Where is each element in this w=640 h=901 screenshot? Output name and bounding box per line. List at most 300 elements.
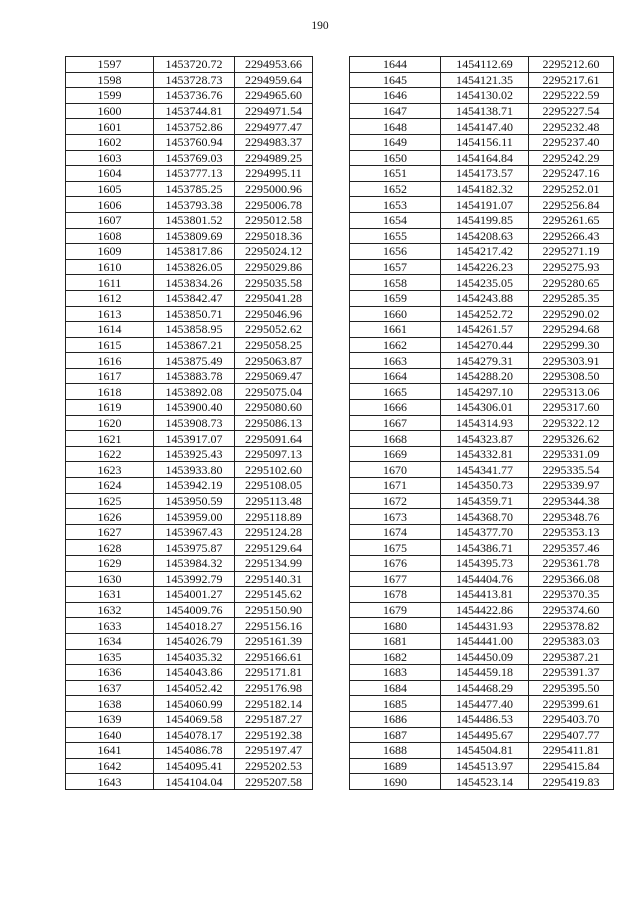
point-number-cell: 1651 [350, 166, 441, 182]
table-row [350, 462, 614, 478]
table-row [350, 400, 614, 416]
table-row [350, 181, 614, 197]
x-coordinate-cell: 1454513.97 [441, 758, 529, 774]
x-coordinate-cell: 1454208.63 [441, 228, 529, 244]
x-coordinate-cell: 1454052.42 [154, 680, 235, 696]
table-row [66, 337, 313, 353]
x-coordinate-cell: 1453892.08 [154, 384, 235, 400]
table-row [66, 758, 313, 774]
point-number-cell: 1643 [66, 774, 154, 790]
x-coordinate-cell: 1453900.40 [154, 400, 235, 416]
table-row [350, 306, 614, 322]
table-row [350, 540, 614, 556]
point-number-cell: 1661 [350, 322, 441, 338]
table-row [350, 119, 614, 135]
table-row [66, 197, 313, 213]
table-row [350, 524, 614, 540]
x-coordinate-cell: 1454199.85 [441, 212, 529, 228]
y-coordinate-cell: 2295313.06 [529, 384, 614, 400]
y-coordinate-cell: 2295058.25 [235, 337, 313, 353]
point-number-cell: 1622 [66, 446, 154, 462]
x-coordinate-cell: 1453942.19 [154, 478, 235, 494]
x-coordinate-cell: 1453933.80 [154, 462, 235, 478]
x-coordinate-cell: 1454060.99 [154, 696, 235, 712]
table-row [350, 134, 614, 150]
point-number-cell: 1688 [350, 743, 441, 759]
page-number: 190 [311, 20, 329, 32]
point-number-cell: 1633 [66, 618, 154, 634]
x-coordinate-cell: 1453817.86 [154, 244, 235, 260]
x-coordinate-cell: 1453793.38 [154, 197, 235, 213]
table-row [66, 88, 313, 104]
point-number-cell: 1630 [66, 571, 154, 587]
point-number-cell: 1616 [66, 353, 154, 369]
y-coordinate-cell: 2295407.77 [529, 727, 614, 743]
y-coordinate-cell: 2295280.65 [529, 275, 614, 291]
x-coordinate-cell: 1454314.93 [441, 415, 529, 431]
point-number-cell: 1632 [66, 602, 154, 618]
point-number-cell: 1614 [66, 322, 154, 338]
y-coordinate-cell: 2295024.12 [235, 244, 313, 260]
point-number-cell: 1611 [66, 275, 154, 291]
y-coordinate-cell: 2295222.59 [529, 88, 614, 104]
table-row [350, 368, 614, 384]
table-row [350, 353, 614, 369]
point-number-cell: 1644 [350, 57, 441, 73]
y-coordinate-cell: 2295322.12 [529, 415, 614, 431]
y-coordinate-cell: 2295344.38 [529, 493, 614, 509]
point-number-cell: 1690 [350, 774, 441, 790]
point-number-cell: 1605 [66, 181, 154, 197]
table-row [350, 571, 614, 587]
point-number-cell: 1658 [350, 275, 441, 291]
table-row [66, 384, 313, 400]
y-coordinate-cell: 2295294.68 [529, 322, 614, 338]
table-row [350, 57, 614, 73]
y-coordinate-cell: 2295097.13 [235, 446, 313, 462]
point-number-cell: 1597 [66, 57, 154, 73]
x-coordinate-cell: 1454217.42 [441, 244, 529, 260]
x-coordinate-cell: 1453992.79 [154, 571, 235, 587]
y-coordinate-cell: 2295129.64 [235, 540, 313, 556]
y-coordinate-cell: 2295391.37 [529, 665, 614, 681]
point-number-cell: 1645 [350, 72, 441, 88]
table-row [66, 696, 313, 712]
y-coordinate-cell: 2295317.60 [529, 400, 614, 416]
table-row [66, 446, 313, 462]
table-row [66, 493, 313, 509]
x-coordinate-cell: 1454018.27 [154, 618, 235, 634]
x-coordinate-cell: 1454112.69 [441, 57, 529, 73]
table-row [350, 680, 614, 696]
table-row [350, 602, 614, 618]
table-row [66, 509, 313, 525]
point-number-cell: 1617 [66, 368, 154, 384]
y-coordinate-cell: 2295299.30 [529, 337, 614, 353]
y-coordinate-cell: 2294965.60 [235, 88, 313, 104]
table-row [350, 618, 614, 634]
point-number-cell: 1680 [350, 618, 441, 634]
x-coordinate-cell: 1453760.94 [154, 134, 235, 150]
y-coordinate-cell: 2295052.62 [235, 322, 313, 338]
point-number-cell: 1609 [66, 244, 154, 260]
x-coordinate-cell: 1454523.14 [441, 774, 529, 790]
y-coordinate-cell: 2295378.82 [529, 618, 614, 634]
y-coordinate-cell: 2295202.53 [235, 758, 313, 774]
y-coordinate-cell: 2295415.84 [529, 758, 614, 774]
table-row [66, 571, 313, 587]
table-row [66, 166, 313, 182]
table-row [66, 618, 313, 634]
point-number-cell: 1604 [66, 166, 154, 182]
y-coordinate-cell: 2295176.98 [235, 680, 313, 696]
point-number-cell: 1687 [350, 727, 441, 743]
x-coordinate-cell: 1454095.41 [154, 758, 235, 774]
y-coordinate-cell: 2295237.40 [529, 134, 614, 150]
y-coordinate-cell: 2295150.90 [235, 602, 313, 618]
table-row [66, 353, 313, 369]
table-row [66, 524, 313, 540]
point-number-cell: 1657 [350, 259, 441, 275]
table-row [350, 88, 614, 104]
table-row [66, 415, 313, 431]
table-row [350, 228, 614, 244]
table-row [66, 290, 313, 306]
table-row [350, 587, 614, 603]
y-coordinate-cell: 2295118.89 [235, 509, 313, 525]
table-row [66, 322, 313, 338]
x-coordinate-cell: 1454164.84 [441, 150, 529, 166]
y-coordinate-cell: 2295108.05 [235, 478, 313, 494]
point-number-cell: 1647 [350, 103, 441, 119]
point-number-cell: 1642 [66, 758, 154, 774]
x-coordinate-cell: 1453809.69 [154, 228, 235, 244]
y-coordinate-cell: 2295285.35 [529, 290, 614, 306]
point-number-cell: 1684 [350, 680, 441, 696]
y-coordinate-cell: 2295353.13 [529, 524, 614, 540]
x-coordinate-cell: 1454261.57 [441, 322, 529, 338]
x-coordinate-cell: 1453834.26 [154, 275, 235, 291]
point-number-cell: 1623 [66, 462, 154, 478]
x-coordinate-cell: 1453752.86 [154, 119, 235, 135]
point-number-cell: 1650 [350, 150, 441, 166]
table-row [66, 633, 313, 649]
point-number-cell: 1678 [350, 587, 441, 603]
x-coordinate-cell: 1454182.32 [441, 181, 529, 197]
y-coordinate-cell: 2295035.58 [235, 275, 313, 291]
point-number-cell: 1683 [350, 665, 441, 681]
x-coordinate-cell: 1453842.47 [154, 290, 235, 306]
point-number-cell: 1638 [66, 696, 154, 712]
x-coordinate-cell: 1454235.05 [441, 275, 529, 291]
point-number-cell: 1648 [350, 119, 441, 135]
table-row [350, 711, 614, 727]
point-number-cell: 1674 [350, 524, 441, 540]
x-coordinate-cell: 1454413.81 [441, 587, 529, 603]
y-coordinate-cell: 2295069.47 [235, 368, 313, 384]
x-coordinate-cell: 1454147.40 [441, 119, 529, 135]
y-coordinate-cell: 2294977.47 [235, 119, 313, 135]
point-number-cell: 1664 [350, 368, 441, 384]
x-coordinate-cell: 1454504.81 [441, 743, 529, 759]
x-coordinate-cell: 1453975.87 [154, 540, 235, 556]
table-row [350, 493, 614, 509]
point-number-cell: 1668 [350, 431, 441, 447]
y-coordinate-cell: 2295399.61 [529, 696, 614, 712]
x-coordinate-cell: 1454138.71 [441, 103, 529, 119]
x-coordinate-cell: 1454495.67 [441, 727, 529, 743]
x-coordinate-cell: 1453736.76 [154, 88, 235, 104]
x-coordinate-cell: 1453959.00 [154, 509, 235, 525]
point-number-cell: 1624 [66, 478, 154, 494]
y-coordinate-cell: 2295182.14 [235, 696, 313, 712]
point-number-cell: 1610 [66, 259, 154, 275]
x-coordinate-cell: 1454350.73 [441, 478, 529, 494]
point-number-cell: 1660 [350, 306, 441, 322]
x-coordinate-cell: 1453720.72 [154, 57, 235, 73]
y-coordinate-cell: 2295348.76 [529, 509, 614, 525]
y-coordinate-cell: 2295006.78 [235, 197, 313, 213]
y-coordinate-cell: 2295261.65 [529, 212, 614, 228]
table-row [66, 727, 313, 743]
y-coordinate-cell: 2295102.60 [235, 462, 313, 478]
x-coordinate-cell: 1454359.71 [441, 493, 529, 509]
x-coordinate-cell: 1454130.02 [441, 88, 529, 104]
y-coordinate-cell: 2295256.84 [529, 197, 614, 213]
y-coordinate-cell: 2295091.64 [235, 431, 313, 447]
table-row [66, 212, 313, 228]
table-row [350, 337, 614, 353]
point-number-cell: 1613 [66, 306, 154, 322]
x-coordinate-cell: 1453908.73 [154, 415, 235, 431]
x-coordinate-cell: 1454323.87 [441, 431, 529, 447]
table-row [350, 197, 614, 213]
table-row [350, 150, 614, 166]
table-row [350, 665, 614, 681]
table-row [350, 275, 614, 291]
y-coordinate-cell: 2295361.78 [529, 556, 614, 572]
x-coordinate-cell: 1453984.32 [154, 556, 235, 572]
point-number-cell: 1608 [66, 228, 154, 244]
y-coordinate-cell: 2295041.28 [235, 290, 313, 306]
x-coordinate-cell: 1453785.25 [154, 181, 235, 197]
y-coordinate-cell: 2295387.21 [529, 649, 614, 665]
y-coordinate-cell: 2295156.16 [235, 618, 313, 634]
point-number-cell: 1686 [350, 711, 441, 727]
table-row [350, 166, 614, 182]
point-number-cell: 1676 [350, 556, 441, 572]
y-coordinate-cell: 2295145.62 [235, 587, 313, 603]
table-row [350, 72, 614, 88]
x-coordinate-cell: 1454297.10 [441, 384, 529, 400]
table-row [350, 446, 614, 462]
y-coordinate-cell: 2295271.19 [529, 244, 614, 260]
coordinates-table-left [65, 56, 313, 790]
x-coordinate-cell: 1454377.70 [441, 524, 529, 540]
point-number-cell: 1598 [66, 72, 154, 88]
y-coordinate-cell: 2294983.37 [235, 134, 313, 150]
y-coordinate-cell: 2295075.04 [235, 384, 313, 400]
y-coordinate-cell: 2295383.03 [529, 633, 614, 649]
y-coordinate-cell: 2295046.96 [235, 306, 313, 322]
point-number-cell: 1626 [66, 509, 154, 525]
point-number-cell: 1654 [350, 212, 441, 228]
table-row [66, 181, 313, 197]
x-coordinate-cell: 1454104.04 [154, 774, 235, 790]
point-number-cell: 1672 [350, 493, 441, 509]
table-row [66, 57, 313, 73]
table-row [350, 727, 614, 743]
x-coordinate-cell: 1454069.58 [154, 711, 235, 727]
table-row [66, 649, 313, 665]
x-coordinate-cell: 1453777.13 [154, 166, 235, 182]
x-coordinate-cell: 1453858.95 [154, 322, 235, 338]
y-coordinate-cell: 2295252.01 [529, 181, 614, 197]
y-coordinate-cell: 2295140.31 [235, 571, 313, 587]
table-row [66, 150, 313, 166]
table-row [66, 556, 313, 572]
coordinates-table-right-body [350, 57, 614, 790]
point-number-cell: 1671 [350, 478, 441, 494]
y-coordinate-cell: 2295232.48 [529, 119, 614, 135]
x-coordinate-cell: 1453801.52 [154, 212, 235, 228]
table-row [66, 743, 313, 759]
y-coordinate-cell: 2295326.62 [529, 431, 614, 447]
y-coordinate-cell: 2295395.50 [529, 680, 614, 696]
coordinates-table-left-body [66, 57, 313, 790]
y-coordinate-cell: 2295227.54 [529, 103, 614, 119]
point-number-cell: 1677 [350, 571, 441, 587]
table-row [350, 322, 614, 338]
y-coordinate-cell: 2295124.28 [235, 524, 313, 540]
table-row [66, 228, 313, 244]
point-number-cell: 1653 [350, 197, 441, 213]
table-row [350, 259, 614, 275]
point-number-cell: 1670 [350, 462, 441, 478]
table-row [66, 400, 313, 416]
point-number-cell: 1637 [66, 680, 154, 696]
x-coordinate-cell: 1454422.86 [441, 602, 529, 618]
point-number-cell: 1627 [66, 524, 154, 540]
table-row [66, 462, 313, 478]
point-number-cell: 1601 [66, 119, 154, 135]
y-coordinate-cell: 2295134.99 [235, 556, 313, 572]
x-coordinate-cell: 1454078.17 [154, 727, 235, 743]
table-row [350, 103, 614, 119]
x-coordinate-cell: 1454121.35 [441, 72, 529, 88]
x-coordinate-cell: 1453967.43 [154, 524, 235, 540]
table-row [350, 633, 614, 649]
point-number-cell: 1669 [350, 446, 441, 462]
point-number-cell: 1628 [66, 540, 154, 556]
point-number-cell: 1634 [66, 633, 154, 649]
y-coordinate-cell: 2295339.97 [529, 478, 614, 494]
point-number-cell: 1612 [66, 290, 154, 306]
y-coordinate-cell: 2295192.38 [235, 727, 313, 743]
y-coordinate-cell: 2295197.47 [235, 743, 313, 759]
table-row [66, 478, 313, 494]
table-row [350, 384, 614, 400]
x-coordinate-cell: 1454486.53 [441, 711, 529, 727]
y-coordinate-cell: 2295000.96 [235, 181, 313, 197]
table-row [350, 696, 614, 712]
x-coordinate-cell: 1453950.59 [154, 493, 235, 509]
table-row [66, 587, 313, 603]
point-number-cell: 1689 [350, 758, 441, 774]
table-row [66, 306, 313, 322]
y-coordinate-cell: 2295331.09 [529, 446, 614, 462]
table-row [350, 743, 614, 759]
table-row [66, 431, 313, 447]
table-row [66, 368, 313, 384]
y-coordinate-cell: 2295212.60 [529, 57, 614, 73]
table-row [66, 665, 313, 681]
x-coordinate-cell: 1454459.18 [441, 665, 529, 681]
coordinates-table-right [349, 56, 614, 790]
table-row [66, 774, 313, 790]
table-row [350, 758, 614, 774]
table-row [66, 711, 313, 727]
point-number-cell: 1618 [66, 384, 154, 400]
y-coordinate-cell: 2295171.81 [235, 665, 313, 681]
x-coordinate-cell: 1454173.57 [441, 166, 529, 182]
x-coordinate-cell: 1454306.01 [441, 400, 529, 416]
x-coordinate-cell: 1454252.72 [441, 306, 529, 322]
x-coordinate-cell: 1453744.81 [154, 103, 235, 119]
x-coordinate-cell: 1454243.88 [441, 290, 529, 306]
x-coordinate-cell: 1453850.71 [154, 306, 235, 322]
table-row [350, 478, 614, 494]
x-coordinate-cell: 1454191.07 [441, 197, 529, 213]
table-row [66, 134, 313, 150]
point-number-cell: 1600 [66, 103, 154, 119]
point-number-cell: 1666 [350, 400, 441, 416]
point-number-cell: 1640 [66, 727, 154, 743]
x-coordinate-cell: 1454341.77 [441, 462, 529, 478]
y-coordinate-cell: 2295217.61 [529, 72, 614, 88]
point-number-cell: 1659 [350, 290, 441, 306]
x-coordinate-cell: 1453826.05 [154, 259, 235, 275]
point-number-cell: 1663 [350, 353, 441, 369]
y-coordinate-cell: 2295029.86 [235, 259, 313, 275]
y-coordinate-cell: 2295357.46 [529, 540, 614, 556]
table-row [350, 212, 614, 228]
table-row [350, 415, 614, 431]
point-number-cell: 1621 [66, 431, 154, 447]
x-coordinate-cell: 1454441.00 [441, 633, 529, 649]
y-coordinate-cell: 2295275.93 [529, 259, 614, 275]
y-coordinate-cell: 2295266.43 [529, 228, 614, 244]
y-coordinate-cell: 2295161.39 [235, 633, 313, 649]
point-number-cell: 1629 [66, 556, 154, 572]
x-coordinate-cell: 1453867.21 [154, 337, 235, 353]
x-coordinate-cell: 1453883.78 [154, 368, 235, 384]
point-number-cell: 1599 [66, 88, 154, 104]
table-row [66, 119, 313, 135]
y-coordinate-cell: 2294989.25 [235, 150, 313, 166]
y-coordinate-cell: 2295113.48 [235, 493, 313, 509]
x-coordinate-cell: 1453875.49 [154, 353, 235, 369]
y-coordinate-cell: 2295411.81 [529, 743, 614, 759]
table-row [350, 774, 614, 790]
table-row [66, 259, 313, 275]
y-coordinate-cell: 2295403.70 [529, 711, 614, 727]
y-coordinate-cell: 2295018.36 [235, 228, 313, 244]
table-row [350, 649, 614, 665]
x-coordinate-cell: 1454332.81 [441, 446, 529, 462]
point-number-cell: 1625 [66, 493, 154, 509]
x-coordinate-cell: 1454450.09 [441, 649, 529, 665]
